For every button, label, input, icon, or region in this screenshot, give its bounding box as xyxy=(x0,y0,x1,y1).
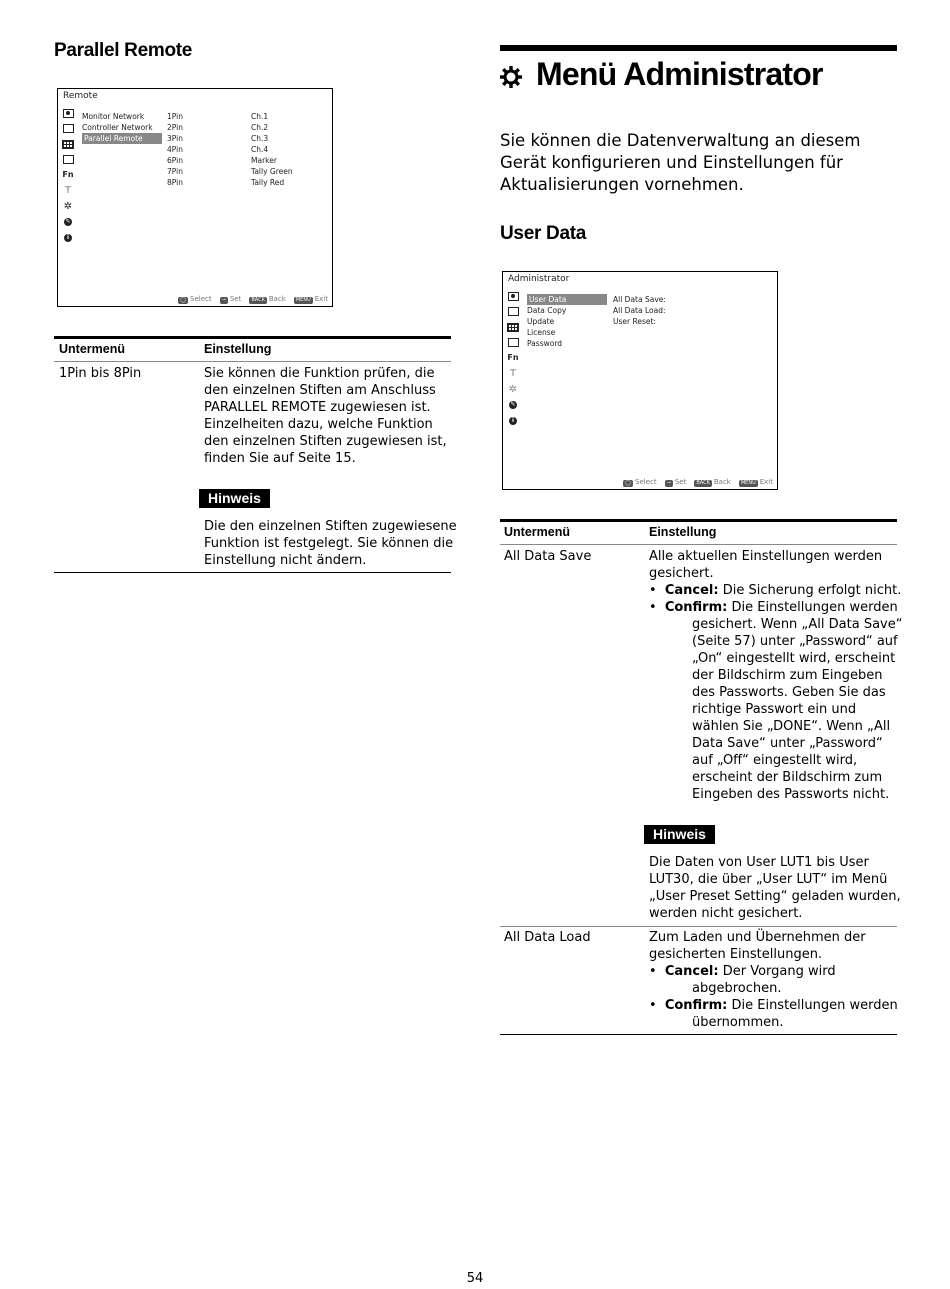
info-icon: i xyxy=(62,233,74,243)
pin-label: 6Pin xyxy=(167,156,183,165)
menu-icon-column xyxy=(507,291,521,431)
col-header-einstellung: Einstellung xyxy=(649,525,717,539)
row-description: Sie können die Funktion prüfen, die den einzelnen Stiften am Anschluss PARALLEL REMOTE zugewiesen ist. Einzelheiten dazu, welche Funktion den einzelnen Stiften zugewiesen ist, finden Sie auf Seite 15. xyxy=(204,366,447,466)
fn-icon: Fn xyxy=(507,353,519,363)
footer-select: ◯ Select xyxy=(625,478,657,486)
pin-value: Tally Red xyxy=(251,178,285,187)
menu-icon-column xyxy=(62,108,76,248)
footer-select: ◯ Select xyxy=(180,295,212,303)
pin-value: Marker xyxy=(251,156,277,165)
pin-label: 7Pin xyxy=(167,167,183,176)
monitor-icon xyxy=(507,291,519,301)
pencil-icon: ✎ xyxy=(510,401,516,409)
pin-label: 3Pin xyxy=(167,134,183,143)
chapter-title: Menü Administrator xyxy=(536,56,823,92)
press-icon: ⊸ xyxy=(666,480,671,486)
menu-item-list xyxy=(527,294,607,349)
row2-cancel-item: • Cancel: Der Vorgang wird xyxy=(649,964,836,979)
pin-value: Ch.2 xyxy=(251,123,269,132)
pin-list xyxy=(167,111,183,188)
menu-item: Controller Network xyxy=(82,123,153,132)
table-top-rule xyxy=(500,519,897,522)
footer-back: BACK Back xyxy=(251,295,286,303)
bullet-icon: • xyxy=(649,583,657,598)
pencil-icon: ✎ xyxy=(65,218,71,226)
table-bottom-rule xyxy=(500,1034,897,1035)
remote-icon: ⊤ xyxy=(509,368,517,379)
footer-exit: MENU Exit xyxy=(740,478,773,486)
bullet-icon: • xyxy=(649,998,657,1013)
chapter-top-bar xyxy=(500,45,897,51)
row2-confirm-continuation: übernommen. xyxy=(692,1015,784,1030)
col-header-untermenu: Untermenü xyxy=(504,525,570,539)
row2-intro: Zum Laden und Übernehmen der gesicherten Einstellungen. xyxy=(649,930,866,962)
menu-item-selected: Parallel Remote xyxy=(82,133,162,144)
footer-exit: MENU Exit xyxy=(295,295,328,303)
menu-item-selected: User Data xyxy=(527,294,607,305)
table-bottom-rule xyxy=(54,572,451,573)
table-header-rule xyxy=(500,544,897,545)
gear-icon: ✲ xyxy=(508,383,518,395)
gear-icon xyxy=(498,62,524,94)
menu-footer xyxy=(623,478,773,487)
pin-label: 4Pin xyxy=(167,145,183,154)
row-name: 1Pin bis 8Pin xyxy=(59,366,142,381)
remote-icon: ⊤ xyxy=(64,185,72,196)
menu-item: Update xyxy=(527,317,555,326)
setting-label: User Reset: xyxy=(613,317,656,326)
pin-value: Ch.3 xyxy=(251,134,269,143)
pin-label: 8Pin xyxy=(167,178,183,187)
table-top-rule xyxy=(54,336,451,339)
dial-icon: ◯ xyxy=(180,297,186,303)
input-icon xyxy=(62,155,74,165)
note-label: Hinweis xyxy=(644,825,715,844)
picture-icon xyxy=(62,124,74,134)
press-icon: ⊸ xyxy=(221,297,226,303)
footer-back: BACK Back xyxy=(696,478,731,486)
row-name-all-data-save: All Data Save xyxy=(504,549,592,564)
menu-item: License xyxy=(527,328,556,337)
row1-confirm-item: • Confirm: Die Einstellungen werden xyxy=(649,600,898,615)
menu-item: Password xyxy=(527,339,563,348)
section-heading-user-data: User Data xyxy=(500,223,587,244)
row2-confirm-item: • Confirm: Die Einstellungen werden xyxy=(649,998,898,1013)
row1-cancel-item: • Cancel: Die Sicherung erfolgt nicht. xyxy=(649,583,902,598)
pin-value: Tally Green xyxy=(251,167,293,176)
menu-title: Remote xyxy=(63,91,98,101)
bullet-icon: • xyxy=(649,964,657,979)
note-label: Hinweis xyxy=(199,489,270,508)
row-name-all-data-load: All Data Load xyxy=(504,930,591,945)
row-divider xyxy=(500,926,897,927)
setting-label: All Data Load: xyxy=(613,306,666,315)
remote-menu-screenshot xyxy=(57,88,333,307)
note-text: Die den einzelnen Stiften zugewiesene Funktion ist festgelegt. Sie können die Einstellung nicht ändern. xyxy=(204,519,457,568)
dial-icon: ◯ xyxy=(625,480,631,486)
row1-confirm-continuation: gesichert. Wenn „All Data Save“ (Seite 57) unter „Password“ auf „On“ eingestellt wird, erscheint der Bildschirm zum Eingeben des Passworts. Geben Sie das richtige Passwort ein und wählen Sie „DONE“. Wenn „All Data Save“ unter „Password“ auf „Off“ eingestellt wird, erscheint der Bildschirm zum Eingeben des Passworts nicht. xyxy=(692,617,903,802)
grid-icon xyxy=(507,322,519,332)
monitor-icon xyxy=(62,108,74,118)
setting-label: All Data Save: xyxy=(613,295,666,304)
row1-intro: Alle aktuellen Einstellungen werden gesichert. xyxy=(649,549,883,581)
table-header-rule xyxy=(54,361,451,362)
bullet-icon: • xyxy=(649,600,657,615)
menu-item: Data Copy xyxy=(527,306,567,315)
note-text: Die Daten von User LUT1 bis User LUT30, die über „User LUT“ im Menü „User Preset Setting“ geladen wurden, werden nicht gesichert. xyxy=(649,855,901,921)
menu-title: Administrator xyxy=(508,274,570,284)
gear-icon: ✲ xyxy=(63,200,73,212)
menu-item-list xyxy=(82,111,162,144)
picture-icon xyxy=(507,307,519,317)
menu-footer xyxy=(178,295,328,304)
pin-value: Ch.4 xyxy=(251,145,269,154)
grid-icon xyxy=(62,139,74,149)
row2-cancel-continuation: abgebrochen. xyxy=(692,981,782,996)
pin-value: Ch.1 xyxy=(251,112,269,121)
col-header-untermenu: Untermenü xyxy=(59,342,125,356)
footer-set: ⊸ Set xyxy=(666,478,687,486)
pin-value-list xyxy=(251,111,293,188)
fn-icon: Fn xyxy=(62,170,74,180)
setting-list xyxy=(613,294,666,327)
input-icon xyxy=(507,338,519,348)
pin-label: 1Pin xyxy=(167,112,183,121)
intro-text: Sie können die Datenverwaltung an diesem Gerät konfigurieren und Einstellungen für Aktualisierungen vornehmen. xyxy=(500,131,861,194)
menu-item: Monitor Network xyxy=(82,112,145,121)
info-icon: i xyxy=(507,416,519,426)
page-number: 54 xyxy=(466,1271,484,1286)
footer-set: ⊸ Set xyxy=(221,295,242,303)
section-heading-parallel-remote: Parallel Remote xyxy=(54,40,193,61)
pin-label: 2Pin xyxy=(167,123,183,132)
col-header-einstellung: Einstellung xyxy=(204,342,272,356)
administrator-menu-screenshot xyxy=(502,271,778,490)
